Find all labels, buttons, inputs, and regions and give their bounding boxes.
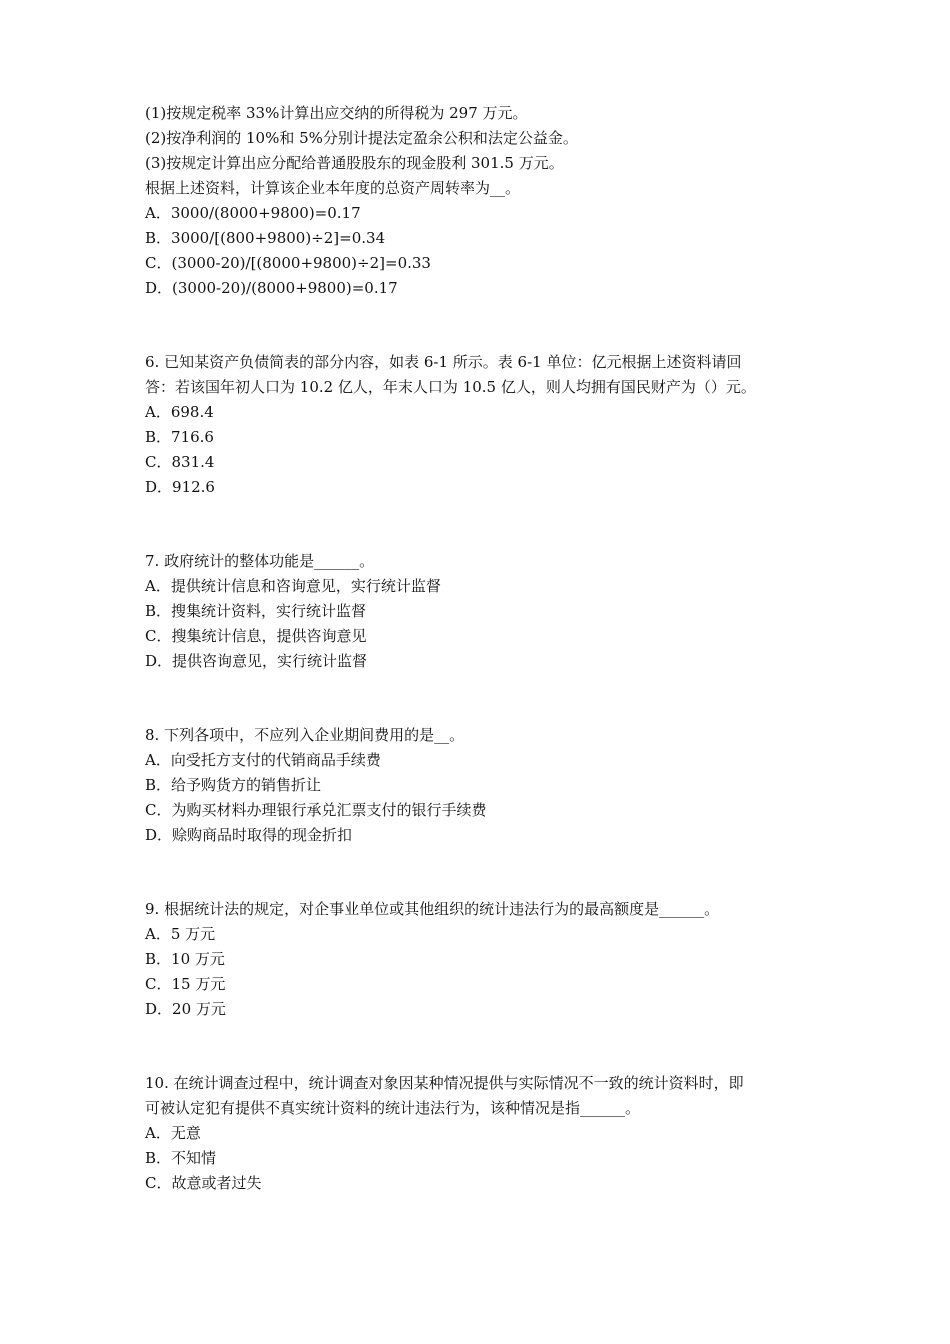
option-a: A．3000/(8000+9800)=0.17 [145, 204, 361, 222]
question-8-stem: 8. 下列各项中，不应列入企业期间费用的是__。 [145, 726, 465, 744]
option-b: B．搜集统计资料，实行统计监督 [145, 602, 367, 620]
option-d: D．(3000-20)/(8000+9800)=0.17 [145, 279, 398, 297]
option-c: C．(3000-20)/[(8000+9800)÷2]=0.33 [145, 254, 431, 272]
option-c: C．故意或者过失 [145, 1174, 262, 1192]
option-a: A．无意 [145, 1124, 201, 1142]
option-a: A．5 万元 [145, 925, 216, 943]
option-c: C．为购买材料办理银行承兑汇票支付的银行手续费 [145, 801, 487, 819]
option-c: C．搜集统计信息，提供咨询意见 [145, 627, 367, 645]
option-a: A．提供统计信息和咨询意见，实行统计监督 [145, 577, 441, 595]
question-10-stem: 可被认定犯有提供不真实统计资料的统计违法行为，该种情况是指______。 [145, 1099, 641, 1117]
option-c: C．15 万元 [145, 975, 226, 993]
option-b: B．716.6 [145, 428, 214, 446]
question-6-stem: 答：若该国年初人口为 10.2 亿人，年末人口为 10.5 亿人，则人均拥有国民财产为（）元。 [145, 378, 756, 396]
question-7-stem: 7. 政府统计的整体功能是______。 [145, 552, 375, 570]
option-b: B．给予购货方的销售折让 [145, 776, 322, 794]
option-c: C．831.4 [145, 453, 215, 471]
option-d: D．912.6 [145, 478, 215, 496]
option-a: A．698.4 [145, 403, 214, 421]
intro-line: (2)按净利润的 10%和 5%分别计提法定盈余公积和法定公益金。 [145, 129, 578, 147]
intro-line: (1)按规定税率 33%计算出应交纳的所得税为 297 万元。 [145, 104, 528, 122]
question-9-stem: 9. 根据统计法的规定，对企事业单位或其他组织的统计违法行为的最高额度是______。 [145, 900, 720, 918]
option-b: B．10 万元 [145, 950, 225, 968]
option-d: D．20 万元 [145, 1000, 226, 1018]
option-a: A．向受托方支付的代销商品手续费 [145, 751, 381, 769]
option-b: B．不知情 [145, 1149, 217, 1167]
intro-stem: 根据上述资料，计算该企业本年度的总资产周转率为__。 [145, 179, 521, 197]
question-6-stem: 6. 已知某资产负债简表的部分内容，如表 6-1 所示。表 6-1 单位：亿元根据上述资料请回 [145, 353, 742, 371]
intro-line: (3)按规定计算出应分配给普通股股东的现金股利 301.5 万元。 [145, 154, 564, 172]
question-10-stem: 10. 在统计调查过程中，统计调查对象因某种情况提供与实际情况不一致的统计资料时，即 [145, 1074, 744, 1092]
option-d: D．提供咨询意见，实行统计监督 [145, 652, 368, 670]
option-b: B．3000/[(800+9800)÷2]=0.34 [145, 229, 386, 247]
option-d: D．赊购商品时取得的现金折扣 [145, 826, 353, 844]
